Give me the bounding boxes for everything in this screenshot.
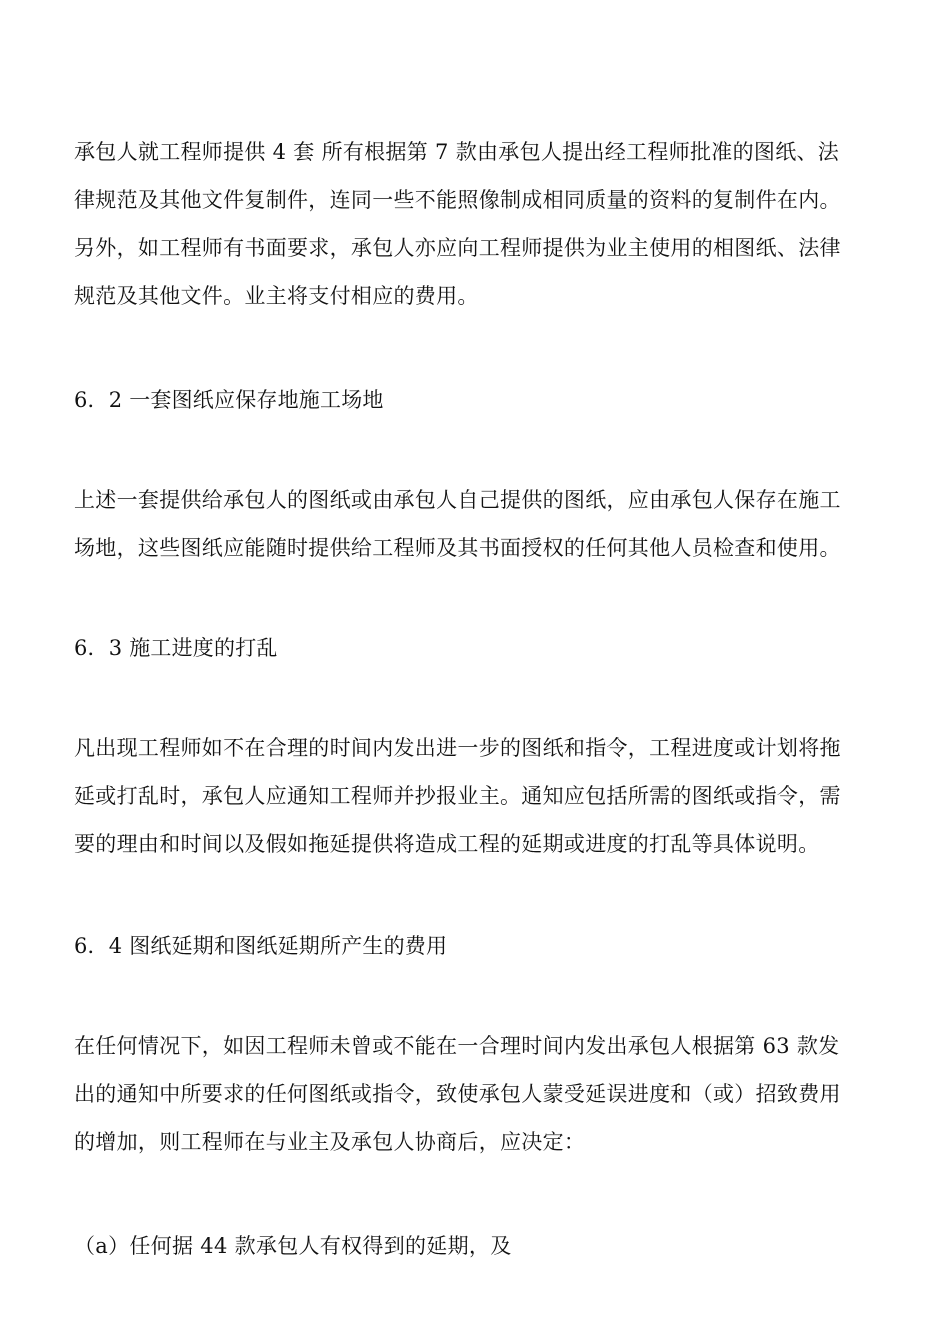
list-item-text: （a）任何据 44 款承包人有权得到的延期，及	[74, 1234, 512, 1258]
heading-text: 6．2 一套图纸应保存地施工场地	[74, 388, 384, 412]
list-item-a	[74, 1222, 878, 1270]
section-heading-6-3	[74, 624, 878, 672]
text-line: 场地，这些图纸应能随时提供给工程师及其书面授权的任何其他人员检查和使用。	[74, 536, 841, 560]
paragraph-progress-disruption	[74, 724, 878, 868]
paragraph-delay-costs	[74, 1022, 878, 1166]
paragraph-drawing-copies	[74, 128, 878, 320]
text-line: 出的通知中所要求的任何图纸或指令，致使承包人蒙受延误进度和（或）招致费用	[74, 1082, 841, 1106]
text-line: 的增加，则工程师在与业主及承包人协商后，应决定：	[74, 1130, 586, 1154]
text-line: 上述一套提供给承包人的图纸或由承包人自己提供的图纸，应由承包人保存在施工	[74, 488, 841, 512]
paragraph-site-drawings	[74, 476, 878, 572]
text-line: 凡出现工程师如不在合理的时间内发出进一步的图纸和指令，工程进度或计划将拖	[74, 736, 841, 760]
text-line: 承包人就工程师提供 4 套 所有根据第 7 款由承包人提出经工程师批准的图纸、法	[74, 140, 840, 164]
text-line: 要的理由和时间以及假如拖延提供将造成工程的延期或进度的打乱等具体说明。	[74, 832, 820, 856]
text-line: 另外，如工程师有书面要求，承包人亦应向工程师提供为业主使用的相图纸、法律	[74, 236, 841, 260]
heading-text: 6．3 施工进度的打乱	[74, 636, 278, 660]
heading-text: 6．4 图纸延期和图纸延期所产生的费用	[74, 934, 448, 958]
text-line: 律规范及其他文件复制件，连同一些不能照像制成相同质量的资料的复制件在内。	[74, 188, 841, 212]
text-line: 延或打乱时，承包人应通知工程师并抄报业主。通知应包括所需的图纸或指令，需	[74, 784, 841, 808]
text-line: 规范及其他文件。业主将支付相应的费用。	[74, 284, 479, 308]
section-heading-6-2	[74, 376, 878, 424]
text-line: 在任何情况下，如因工程师未曾或不能在一合理时间内发出承包人根据第 63 款发	[74, 1034, 840, 1058]
section-heading-6-4	[74, 922, 878, 970]
